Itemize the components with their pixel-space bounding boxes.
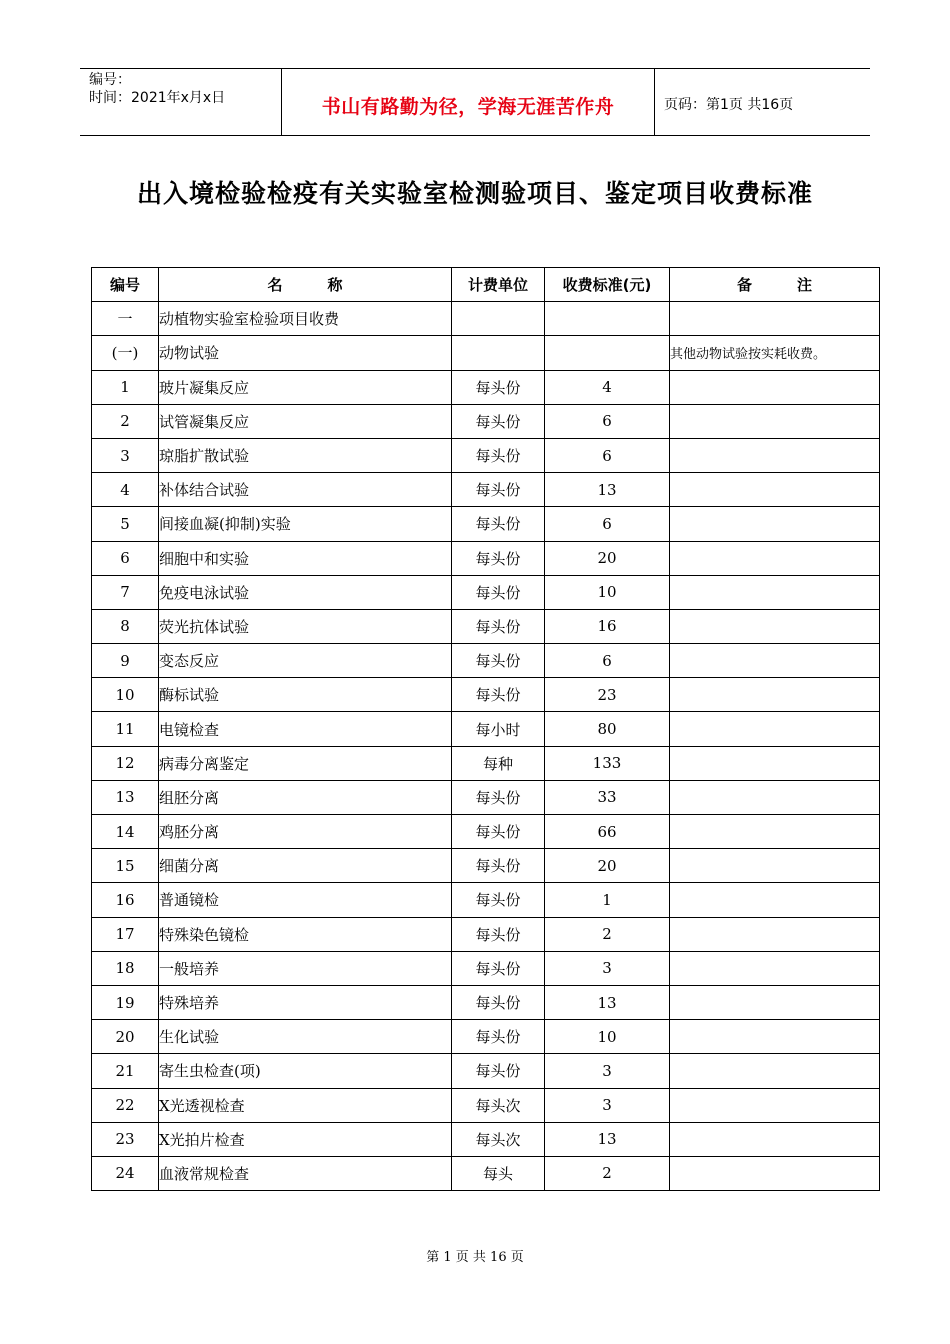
row-num: 19	[92, 985, 159, 1019]
table-row	[92, 541, 880, 575]
row-name: 电镜检查	[159, 712, 452, 746]
serial-label: 编号：	[89, 72, 131, 88]
row-fee: 6	[545, 438, 670, 472]
row-unit: 每头份	[452, 404, 545, 438]
header-num: 编号	[92, 268, 159, 302]
date-label: 时间：2021年x月x日	[89, 90, 226, 106]
table-row	[92, 1054, 880, 1088]
row-note	[670, 985, 880, 1019]
row-fee: 20	[545, 849, 670, 883]
row-unit: 每头份	[452, 575, 545, 609]
row-name: 试管凝集反应	[159, 404, 452, 438]
row-name: 间接血凝(抑制)实验	[159, 507, 452, 541]
row-fee: 10	[545, 1020, 670, 1054]
header-fee: 收费标准(元)	[545, 268, 670, 302]
row-unit: 每头份	[452, 541, 545, 575]
row-fee	[545, 336, 670, 370]
row-note	[670, 473, 880, 507]
row-num: 15	[92, 849, 159, 883]
row-num: 8	[92, 609, 159, 643]
row-fee: 20	[545, 541, 670, 575]
row-unit: 每头份	[452, 1054, 545, 1088]
row-num: 1	[92, 370, 159, 404]
row-name: 荧光抗体试验	[159, 609, 452, 643]
table-row	[92, 815, 880, 849]
row-fee: 6	[545, 404, 670, 438]
row-num: 18	[92, 951, 159, 985]
row-note	[670, 507, 880, 541]
row-note	[670, 746, 880, 780]
row-note	[670, 370, 880, 404]
row-name: 动植物实验室检验项目收费	[159, 302, 452, 336]
header-meta	[89, 71, 279, 107]
table-header-row	[92, 268, 880, 302]
row-name: 一般培养	[159, 951, 452, 985]
row-note	[670, 1054, 880, 1088]
row-fee: 3	[545, 1088, 670, 1122]
table-row	[92, 678, 880, 712]
table-row	[92, 1020, 880, 1054]
table-row	[92, 336, 880, 370]
row-unit: 每头份	[452, 985, 545, 1019]
row-num: 16	[92, 883, 159, 917]
page-header	[80, 68, 870, 136]
row-unit: 每头份	[452, 951, 545, 985]
row-unit: 每头份	[452, 917, 545, 951]
header-unit: 计费单位	[452, 268, 545, 302]
fee-table-body	[92, 302, 880, 1191]
row-fee: 13	[545, 473, 670, 507]
row-num: 24	[92, 1156, 159, 1190]
table-row	[92, 609, 880, 643]
row-fee: 2	[545, 1156, 670, 1190]
row-unit: 每头份	[452, 370, 545, 404]
row-unit: 每头次	[452, 1122, 545, 1156]
row-unit: 每头份	[452, 473, 545, 507]
row-name: 补体结合试验	[159, 473, 452, 507]
row-name: 动物试验	[159, 336, 452, 370]
row-num: 9	[92, 644, 159, 678]
row-name: 普通镜检	[159, 883, 452, 917]
table-row	[92, 849, 880, 883]
row-num: (一)	[92, 336, 159, 370]
row-note	[670, 1020, 880, 1054]
table-row	[92, 1122, 880, 1156]
row-name: X光透视检查	[159, 1088, 452, 1122]
row-note	[670, 404, 880, 438]
header-motto: 书山有路勤为径，学海无涯苦作舟	[321, 95, 615, 118]
row-fee: 133	[545, 746, 670, 780]
row-name: 特殊染色镜检	[159, 917, 452, 951]
table-row	[92, 302, 880, 336]
header-name: 名 称	[159, 268, 452, 302]
row-fee: 2	[545, 917, 670, 951]
row-fee: 33	[545, 780, 670, 814]
row-unit: 每头份	[452, 780, 545, 814]
row-name: 寄生虫检查(项)	[159, 1054, 452, 1088]
row-note	[670, 815, 880, 849]
table-row	[92, 883, 880, 917]
row-note	[670, 712, 880, 746]
row-num: 12	[92, 746, 159, 780]
row-num: 5	[92, 507, 159, 541]
row-unit: 每种	[452, 746, 545, 780]
row-note	[670, 951, 880, 985]
row-name: X光拍片检查	[159, 1122, 452, 1156]
table-row	[92, 746, 880, 780]
table-row	[92, 1156, 880, 1190]
row-note	[670, 849, 880, 883]
row-note	[670, 438, 880, 472]
row-note	[670, 883, 880, 917]
row-num: 23	[92, 1122, 159, 1156]
table-row	[92, 507, 880, 541]
row-name: 血液常规检查	[159, 1156, 452, 1190]
row-note	[670, 644, 880, 678]
document-title: 出入境检验检疫有关实验室检测验项目、鉴定项目收费标准	[136, 179, 813, 208]
row-note	[670, 609, 880, 643]
row-fee: 6	[545, 644, 670, 678]
row-num: 2	[92, 404, 159, 438]
row-note: 其他动物试验按实耗收费。	[670, 336, 880, 370]
row-unit: 每头份	[452, 815, 545, 849]
row-unit: 每头	[452, 1156, 545, 1190]
row-unit	[452, 336, 545, 370]
row-num: 14	[92, 815, 159, 849]
row-num: 11	[92, 712, 159, 746]
table-row	[92, 1088, 880, 1122]
row-fee: 4	[545, 370, 670, 404]
row-name: 组胚分离	[159, 780, 452, 814]
row-unit: 每头次	[452, 1088, 545, 1122]
row-name: 免疫电泳试验	[159, 575, 452, 609]
row-name: 变态反应	[159, 644, 452, 678]
row-unit: 每头份	[452, 609, 545, 643]
row-unit: 每头份	[452, 678, 545, 712]
header-note: 备 注	[670, 268, 880, 302]
page-footer: 第 1 页 共 16 页	[426, 1250, 524, 1265]
row-num: 10	[92, 678, 159, 712]
row-unit: 每头份	[452, 644, 545, 678]
row-fee: 13	[545, 985, 670, 1019]
table-row	[92, 985, 880, 1019]
fee-table	[91, 267, 880, 1191]
row-note	[670, 917, 880, 951]
row-note	[670, 575, 880, 609]
row-name: 病毒分离鉴定	[159, 746, 452, 780]
row-unit: 每头份	[452, 507, 545, 541]
row-unit: 每头份	[452, 849, 545, 883]
row-fee: 13	[545, 1122, 670, 1156]
row-note	[670, 780, 880, 814]
row-note	[670, 678, 880, 712]
row-num: 17	[92, 917, 159, 951]
row-unit: 每头份	[452, 1020, 545, 1054]
row-num: 3	[92, 438, 159, 472]
row-name: 琼脂扩散试验	[159, 438, 452, 472]
table-row	[92, 917, 880, 951]
row-num: 13	[92, 780, 159, 814]
row-fee: 3	[545, 951, 670, 985]
row-name: 生化试验	[159, 1020, 452, 1054]
row-num: 21	[92, 1054, 159, 1088]
row-note	[670, 1122, 880, 1156]
row-num: 一	[92, 302, 159, 336]
table-row	[92, 575, 880, 609]
row-fee: 16	[545, 609, 670, 643]
row-fee: 66	[545, 815, 670, 849]
row-fee: 23	[545, 678, 670, 712]
row-unit: 每头份	[452, 438, 545, 472]
table-row	[92, 370, 880, 404]
row-fee: 6	[545, 507, 670, 541]
row-fee: 80	[545, 712, 670, 746]
header-page-info: 页码：第1页 共16页	[664, 97, 794, 113]
header-divider-right	[654, 69, 655, 135]
table-row	[92, 438, 880, 472]
row-name: 细胞中和实验	[159, 541, 452, 575]
row-num: 20	[92, 1020, 159, 1054]
row-name: 细菌分离	[159, 849, 452, 883]
row-name: 鸡胚分离	[159, 815, 452, 849]
row-name: 玻片凝集反应	[159, 370, 452, 404]
row-note	[670, 302, 880, 336]
table-row	[92, 404, 880, 438]
row-unit	[452, 302, 545, 336]
table-row	[92, 644, 880, 678]
row-fee: 3	[545, 1054, 670, 1088]
row-num: 6	[92, 541, 159, 575]
row-note	[670, 1156, 880, 1190]
row-unit: 每小时	[452, 712, 545, 746]
table-row	[92, 473, 880, 507]
row-fee: 1	[545, 883, 670, 917]
row-num: 7	[92, 575, 159, 609]
row-note	[670, 541, 880, 575]
row-fee: 10	[545, 575, 670, 609]
row-num: 4	[92, 473, 159, 507]
row-unit: 每头份	[452, 883, 545, 917]
row-num: 22	[92, 1088, 159, 1122]
row-name: 特殊培养	[159, 985, 452, 1019]
table-row	[92, 951, 880, 985]
row-note	[670, 1088, 880, 1122]
row-name: 酶标试验	[159, 678, 452, 712]
table-row	[92, 780, 880, 814]
row-fee	[545, 302, 670, 336]
table-row	[92, 712, 880, 746]
